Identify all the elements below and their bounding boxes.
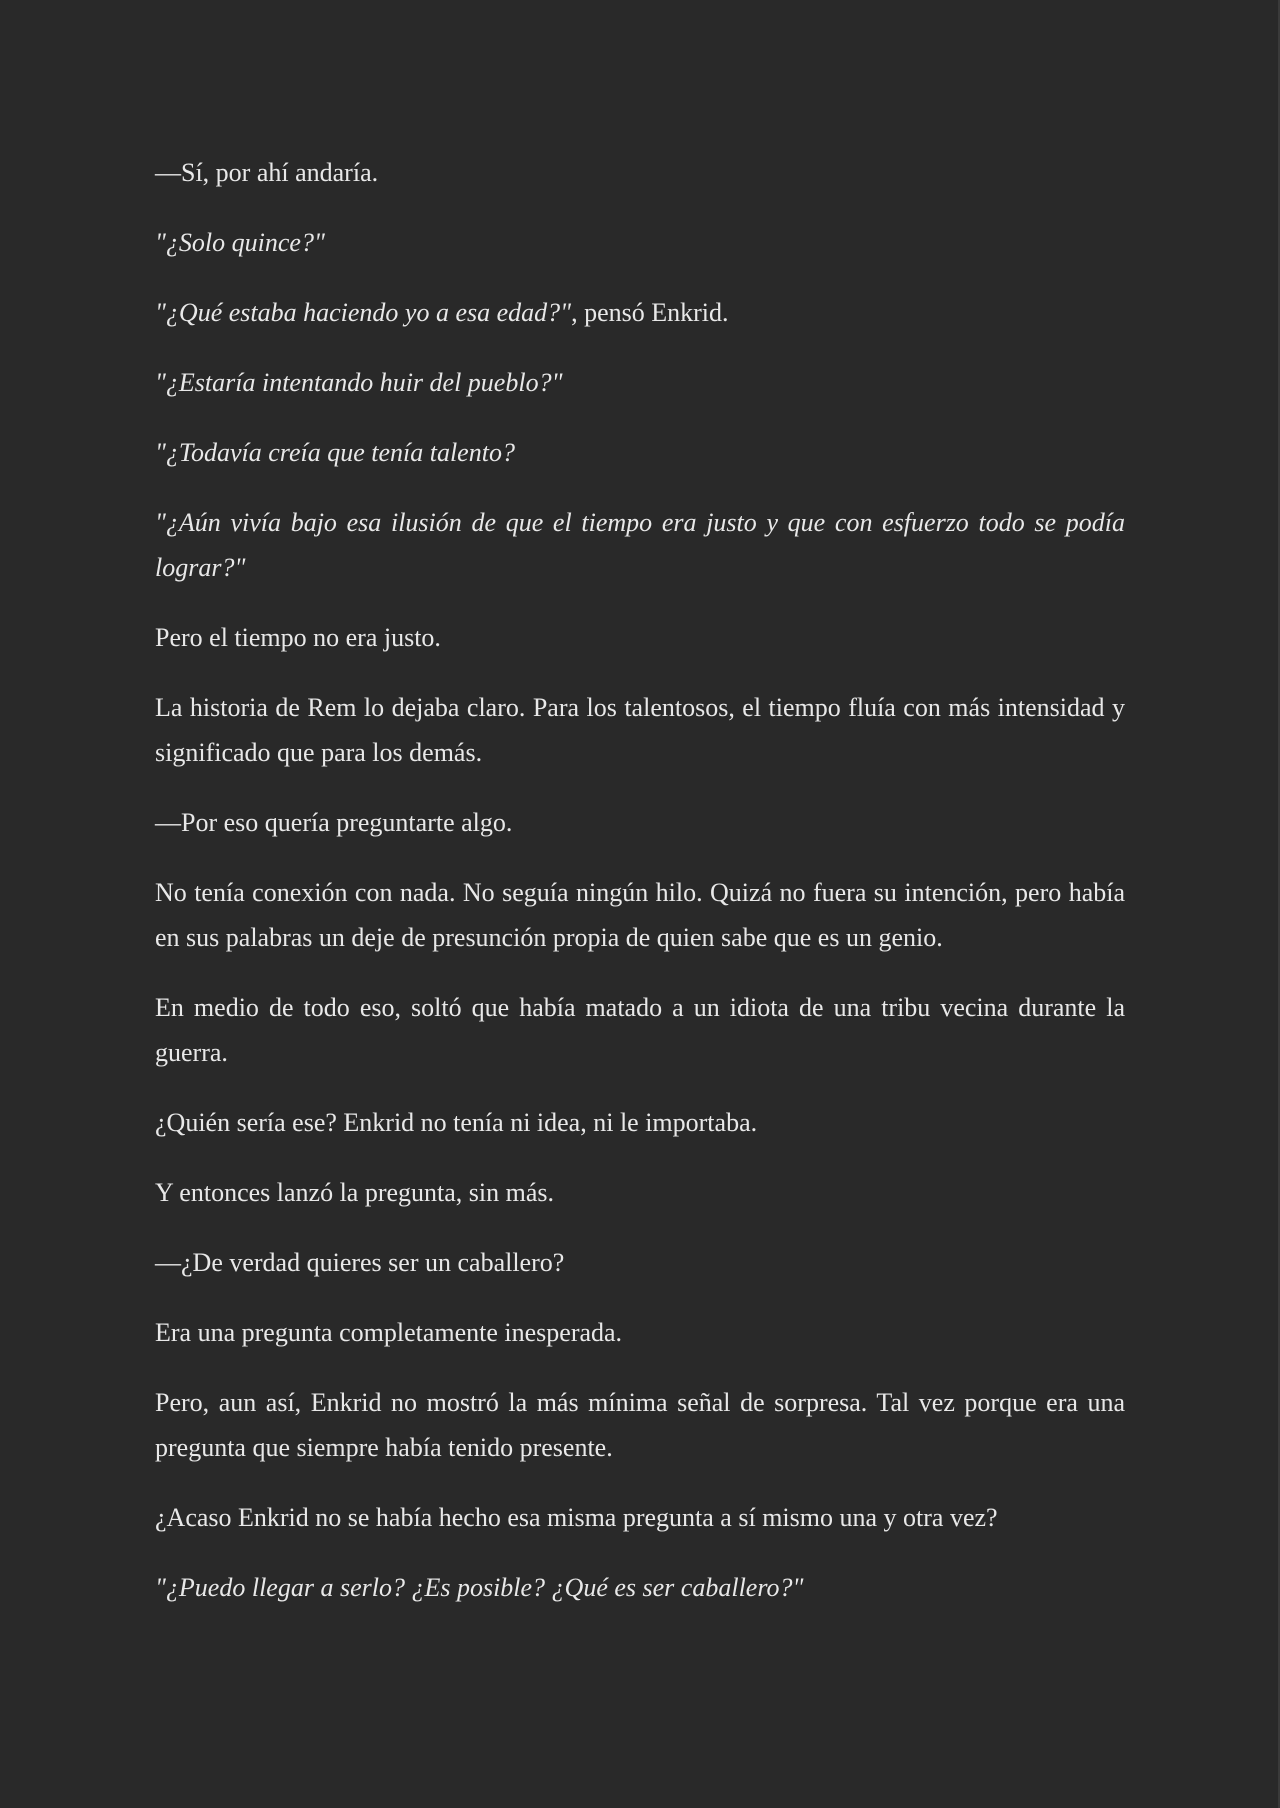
- paragraph: Pero, aun así, Enkrid no mostró la más mínima señal de sorpresa. Tal vez porque era una pregunta que siempre había tenido presente.: [155, 1388, 1125, 1462]
- paragraph-thought: "¿Aún vivía bajo esa ilusión de que el tiempo era justo y que con esfuerzo todo se podía lograr?": [155, 508, 1125, 582]
- paragraph: —¿De verdad quieres ser un caballero?: [155, 1248, 565, 1277]
- paragraph: ¿Quién sería ese? Enkrid no tenía ni idea, ni le importaba.: [155, 1108, 758, 1137]
- paragraph: No tenía conexión con nada. No seguía ningún hilo. Quizá no fuera su intención, pero había en sus palabras un deje de presunción propia de quien sabe que es un genio.: [155, 878, 1125, 952]
- paragraph-thought: "¿Todavía creía que tenía talento?: [155, 438, 515, 467]
- paragraph: La historia de Rem lo dejaba claro. Para los talentosos, el tiempo fluía con más intensidad y significado que para los demás.: [155, 693, 1125, 767]
- paragraph-mixed: [155, 290, 1125, 335]
- paragraph: En medio de todo eso, soltó que había matado a un idiota de una tribu vecina durante la guerra.: [155, 993, 1125, 1067]
- paragraph: —Por eso quería preguntarte algo.: [155, 808, 513, 837]
- paragraph: ¿Acaso Enkrid no se había hecho esa misma pregunta a sí mismo una y otra vez?: [155, 1503, 998, 1532]
- paragraph: Y entonces lanzó la pregunta, sin más.: [155, 1178, 555, 1207]
- paragraph-thought: "¿Puedo llegar a serlo? ¿Es posible? ¿Qué es ser caballero?": [155, 1573, 804, 1602]
- paragraph: Pero el tiempo no era justo.: [155, 623, 441, 652]
- paragraph: —Sí, por ahí andaría.: [155, 158, 379, 187]
- narration: , pensó Enkrid.: [571, 298, 729, 327]
- thought-quote: "¿Qué estaba haciendo yo a esa edad?": [155, 298, 572, 327]
- paragraph-thought: "¿Estaría intentando huir del pueblo?": [155, 368, 563, 397]
- paragraph: Era una pregunta completamente inesperada.: [155, 1318, 623, 1347]
- paragraph-thought: "¿Solo quince?": [155, 228, 325, 257]
- reader-content: [155, 150, 1125, 1635]
